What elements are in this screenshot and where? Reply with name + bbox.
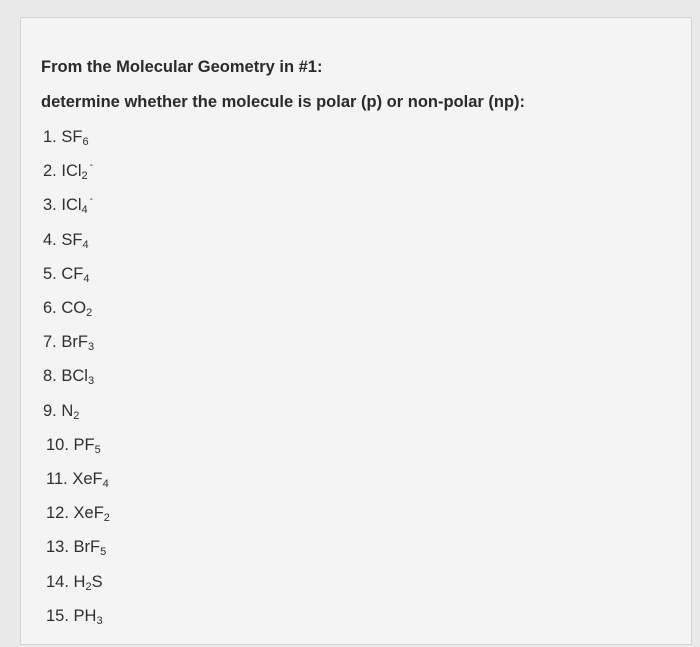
item-number: 2. xyxy=(43,162,57,181)
molecule-formula xyxy=(61,128,88,146)
molecule-item xyxy=(43,128,89,148)
item-number: 7. xyxy=(43,333,57,352)
formula-symbol: PH xyxy=(73,606,97,625)
molecule-item xyxy=(46,538,106,558)
item-number: 8. xyxy=(43,367,57,386)
formula-subscript: 2 xyxy=(85,580,92,593)
molecule-item xyxy=(43,162,93,182)
formula-subscript: 4 xyxy=(83,272,90,285)
formula-symbol: SF xyxy=(61,128,83,146)
item-number: 15. xyxy=(46,606,69,625)
formula-symbol: CF xyxy=(61,264,84,283)
formula-subscript: 4 xyxy=(81,204,88,217)
formula-symbol: XeF xyxy=(73,504,104,523)
molecule-item xyxy=(43,402,79,422)
formula-symbol: CO xyxy=(61,299,87,317)
molecule-formula xyxy=(72,470,108,488)
formula-subscript: 2 xyxy=(73,409,80,422)
formula-subscript: 6 xyxy=(82,136,89,148)
molecule-formula xyxy=(61,367,95,388)
molecule-formula xyxy=(73,504,110,525)
item-number: 14. xyxy=(46,572,69,591)
formula-symbol: XeF xyxy=(72,470,103,488)
molecule-item xyxy=(46,504,110,524)
formula-charge: - xyxy=(89,194,93,206)
item-number: 9. xyxy=(43,401,57,420)
formula-subscript: 3 xyxy=(87,341,95,354)
formula-symbol: SF xyxy=(61,230,83,249)
question-title: From the Molecular Geometry in #1: xyxy=(41,58,323,76)
formula-symbol: ICl xyxy=(61,196,82,215)
molecule-item xyxy=(43,265,89,285)
formula-symbol: BCl xyxy=(61,367,88,386)
molecule-formula xyxy=(61,299,92,317)
formula-subscript: 2 xyxy=(86,307,93,319)
molecule-formula xyxy=(61,231,88,249)
formula-subscript: 5 xyxy=(100,546,107,559)
formula-symbol: H xyxy=(73,572,86,591)
molecule-item xyxy=(43,367,94,387)
molecule-item xyxy=(43,196,93,216)
molecule-item xyxy=(46,607,103,627)
item-number: 13. xyxy=(46,538,69,557)
item-number: 5. xyxy=(43,264,57,283)
formula-subscript: 3 xyxy=(96,614,103,627)
molecule-formula xyxy=(61,160,93,183)
item-number: 12. xyxy=(46,504,69,523)
question-card xyxy=(20,17,692,645)
item-number: 4. xyxy=(43,230,57,249)
formula-subscript: 3 xyxy=(87,375,95,388)
item-number: 11. xyxy=(46,470,68,488)
formula-symbol: BrF xyxy=(61,333,88,352)
molecule-formula xyxy=(61,265,89,283)
formula-symbol: S xyxy=(91,572,103,591)
formula-symbol: BrF xyxy=(73,538,101,557)
molecule-item xyxy=(43,299,92,319)
molecule-formula xyxy=(61,333,95,354)
item-number: 10. xyxy=(46,435,69,454)
formula-subscript: 4 xyxy=(82,238,89,251)
formula-subscript: 2 xyxy=(81,170,88,183)
item-number: 3. xyxy=(43,196,57,215)
question-instruction: determine whether the molecule is polar (p) or non-polar (np): xyxy=(41,93,526,111)
formula-symbol: ICl xyxy=(61,162,82,181)
formula-symbol: PF xyxy=(73,435,95,454)
item-number: 1. xyxy=(43,128,57,146)
formula-subscript: 4 xyxy=(102,478,109,490)
molecule-item xyxy=(43,231,89,251)
molecule-formula xyxy=(74,573,103,591)
formula-symbol: N xyxy=(61,401,74,420)
molecule-formula xyxy=(73,538,107,559)
molecule-formula xyxy=(61,194,93,217)
molecule-item xyxy=(43,333,94,353)
molecule-formula xyxy=(74,607,103,625)
molecule-item xyxy=(46,436,101,456)
formula-subscript: 2 xyxy=(103,512,110,525)
formula-charge: - xyxy=(89,160,93,172)
formula-subscript: 5 xyxy=(94,443,101,456)
molecule-formula xyxy=(61,402,79,420)
molecule-formula xyxy=(74,436,101,454)
molecule-item xyxy=(46,573,103,593)
molecule-item xyxy=(46,470,109,490)
item-number: 6. xyxy=(43,299,57,317)
